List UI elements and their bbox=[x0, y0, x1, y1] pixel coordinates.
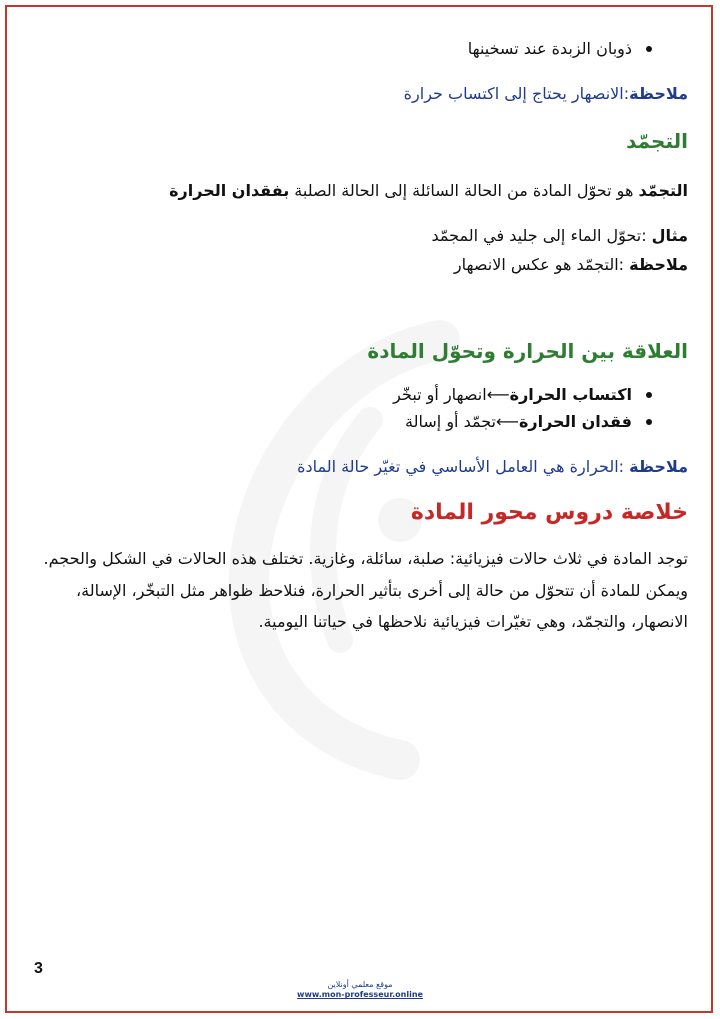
section-heading: التجمّد bbox=[626, 129, 688, 153]
footer-site-name: موقع معلمي أونلاين bbox=[327, 980, 393, 989]
list-item-result: تجمّد أو إسالة bbox=[405, 412, 496, 432]
list-item bbox=[40, 412, 688, 431]
arrow-icon: ⟵ bbox=[486, 385, 510, 405]
list-item bbox=[40, 39, 688, 58]
list-item-result: انصهار أو تبخّر bbox=[393, 385, 487, 405]
page-content bbox=[40, 30, 688, 637]
definition bbox=[40, 181, 688, 202]
note bbox=[40, 255, 688, 276]
example bbox=[40, 226, 688, 247]
list-item bbox=[40, 385, 688, 404]
footer-link[interactable]: www.mon-professeur.online bbox=[297, 990, 423, 1000]
bullet-icon bbox=[646, 46, 652, 52]
definition-text: هو تحوّل المادة من الحالة السائلة إلى الحالة الصلبة bbox=[289, 181, 639, 200]
summary-heading: خلاصة دروس محور المادة bbox=[410, 500, 688, 526]
list-item-term: اكتساب الحرارة bbox=[509, 385, 632, 405]
note bbox=[40, 84, 688, 103]
note-text: :الحرارة هي العامل الأساسي في تغيّر حالة المادة bbox=[297, 457, 630, 477]
section-heading: العلاقة بين الحرارة وتحوّل المادة bbox=[367, 339, 688, 364]
note-text: :التجمّد هو عكس الانصهار bbox=[453, 254, 630, 274]
note-label: ملاحظة bbox=[629, 457, 688, 477]
definition-emphasis: بفقدان الحرارة bbox=[169, 181, 290, 200]
list-item-text: ذوبان الزبدة عند تسخينها bbox=[467, 39, 632, 58]
footer bbox=[0, 980, 720, 1001]
summary-paragraph: توجد المادة في ثلاث حالات فيزيائية: صلبة، سائلة، وغازية. تختلف هذه الحالات في الشكل والحجم. ويمكن للمادة أن تتحوّل من حالة إلى أخرى بتأثير الحرارة، فنلاحظ ظواهر مثل التبخّر، الإسالة، الانصهار، والتجمّد، وهي تغيّرات فيزيائية نلاحظها في حياتنا اليومية. bbox=[43, 549, 688, 631]
example-text: :تحوّل الماء إلى جليد في المجمّد bbox=[431, 225, 652, 245]
example-label: مثال bbox=[651, 225, 688, 245]
note bbox=[40, 457, 688, 476]
bullet-icon bbox=[646, 392, 652, 398]
note-label: ملاحظة bbox=[629, 84, 688, 103]
bullet-icon bbox=[646, 419, 652, 425]
arrow-icon: ⟵ bbox=[496, 412, 519, 432]
note-label: ملاحظة bbox=[629, 254, 688, 274]
page-number: 3 bbox=[34, 960, 43, 977]
note-text: :الانصهار يحتاج إلى اكتساب حرارة bbox=[403, 84, 630, 103]
definition-term: التجمّد bbox=[638, 181, 688, 200]
list-item-term: فقدان الحرارة bbox=[518, 412, 632, 432]
